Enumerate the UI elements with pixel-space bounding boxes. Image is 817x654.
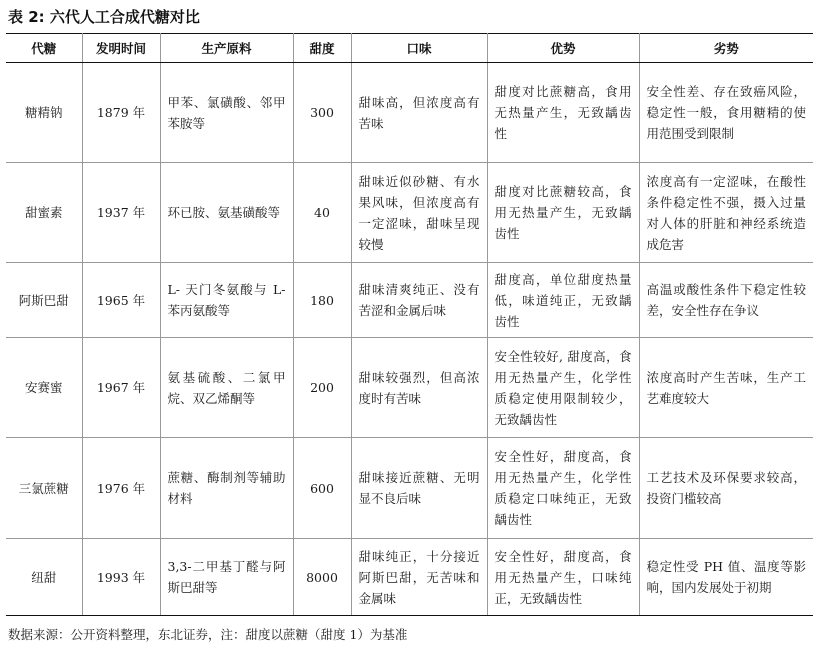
cell-sweetness: 180	[293, 263, 351, 338]
cell-taste: 甜味高，但浓度高有苦味	[351, 63, 487, 163]
cell-advantages: 甜度高，单位甜度热量低，味道纯正，无致龋齿性	[487, 263, 639, 338]
cell-taste: 甜味较强烈，但高浓度时有苦味	[351, 338, 487, 438]
header-disadvantages: 劣势	[639, 34, 813, 63]
cell-sweetness: 600	[293, 438, 351, 539]
cell-sweetness: 200	[293, 338, 351, 438]
cell-sweetness: 8000	[293, 539, 351, 616]
header-sweetness: 甜度	[293, 34, 351, 63]
cell-year: 1879 年	[82, 63, 160, 163]
table-title: 表 2: 六代人工合成代糖对比	[8, 8, 200, 26]
header-advantages: 优势	[487, 34, 639, 63]
header-name: 代糖	[6, 34, 82, 63]
cell-materials: 甲苯、氯磺酸、邻甲苯胺等	[160, 63, 293, 163]
cell-advantages: 安全性较好, 甜度高，食用无热量产生，化学性质稳定使用限制较少，无致龋齿性	[487, 338, 639, 438]
cell-materials: 蔗糖、酶制剂等辅助材料	[160, 438, 293, 539]
cell-name: 纽甜	[6, 539, 82, 616]
cell-materials: 环已胺、氨基磺酸等	[160, 163, 293, 263]
cell-disadvantages: 工艺技术及环保要求较高，投资门槛较高	[639, 438, 813, 539]
table-row	[6, 338, 813, 438]
cell-disadvantages: 浓度高时产生苦味，生产工艺难度较大	[639, 338, 813, 438]
header-materials: 生产原料	[160, 34, 293, 63]
cell-sweetness: 40	[293, 163, 351, 263]
cell-taste: 甜味近似砂糖、有水果风味，但浓度高有一定涩味，甜味呈现较慢	[351, 163, 487, 263]
cell-materials: 3,3-二甲基丁醛与阿斯巴甜等	[160, 539, 293, 616]
sweetener-comparison-table	[6, 33, 813, 616]
table-header-row	[6, 34, 813, 63]
cell-disadvantages: 浓度高有一定涩味，在酸性条件稳定性不强，摄入过量对人体的肝脏和神经系统造成危害	[639, 163, 813, 263]
cell-advantages: 甜度对比蔗糖高，食用无热量产生，无致龋齿性	[487, 63, 639, 163]
table-row	[6, 438, 813, 539]
cell-year: 1976 年	[82, 438, 160, 539]
cell-name: 甜蜜素	[6, 163, 82, 263]
cell-materials: 氨基硫酸、二氯甲烷、双乙烯酮等	[160, 338, 293, 438]
cell-taste: 甜味接近蔗糖、无明显不良后味	[351, 438, 487, 539]
cell-year: 1967 年	[82, 338, 160, 438]
cell-advantages: 安全性好，甜度高，食用无热量产生，化学性质稳定口味纯正，无致龋齿性	[487, 438, 639, 539]
cell-name: 阿斯巴甜	[6, 263, 82, 338]
cell-name: 三氯蔗糖	[6, 438, 82, 539]
cell-materials: L- 天门冬氨酸与 L-苯丙氨酸等	[160, 263, 293, 338]
table-row	[6, 539, 813, 616]
cell-sweetness: 300	[293, 63, 351, 163]
cell-name: 糖精钠	[6, 63, 82, 163]
cell-disadvantages: 高温或酸性条件下稳定性较差，安全性存在争议	[639, 263, 813, 338]
header-taste: 口味	[351, 34, 487, 63]
cell-year: 1937 年	[82, 163, 160, 263]
cell-taste: 甜味纯正，十分接近阿斯巴甜，无苦味和金属味	[351, 539, 487, 616]
table-row	[6, 163, 813, 263]
cell-year: 1965 年	[82, 263, 160, 338]
cell-disadvantages: 安全性差、存在致癌风险，稳定性一般，食用糖精的使用范围受到限制	[639, 63, 813, 163]
cell-name: 安赛蜜	[6, 338, 82, 438]
source-note: 数据来源：公开资料整理，东北证券，注：甜度以蔗糖（甜度 1）为基准	[8, 627, 408, 642]
cell-taste: 甜味清爽纯正、没有苦涩和金属后味	[351, 263, 487, 338]
cell-year: 1993 年	[82, 539, 160, 616]
header-year: 发明时间	[82, 34, 160, 63]
table-row	[6, 63, 813, 163]
cell-advantages: 甜度对比蔗糖较高，食用无热量产生，无致龋齿性	[487, 163, 639, 263]
cell-advantages: 安全性好，甜度高，食用无热量产生，口味纯正，无致龋齿性	[487, 539, 639, 616]
cell-disadvantages: 稳定性受 PH 值、温度等影响，国内发展处于初期	[639, 539, 813, 616]
table-row	[6, 263, 813, 338]
